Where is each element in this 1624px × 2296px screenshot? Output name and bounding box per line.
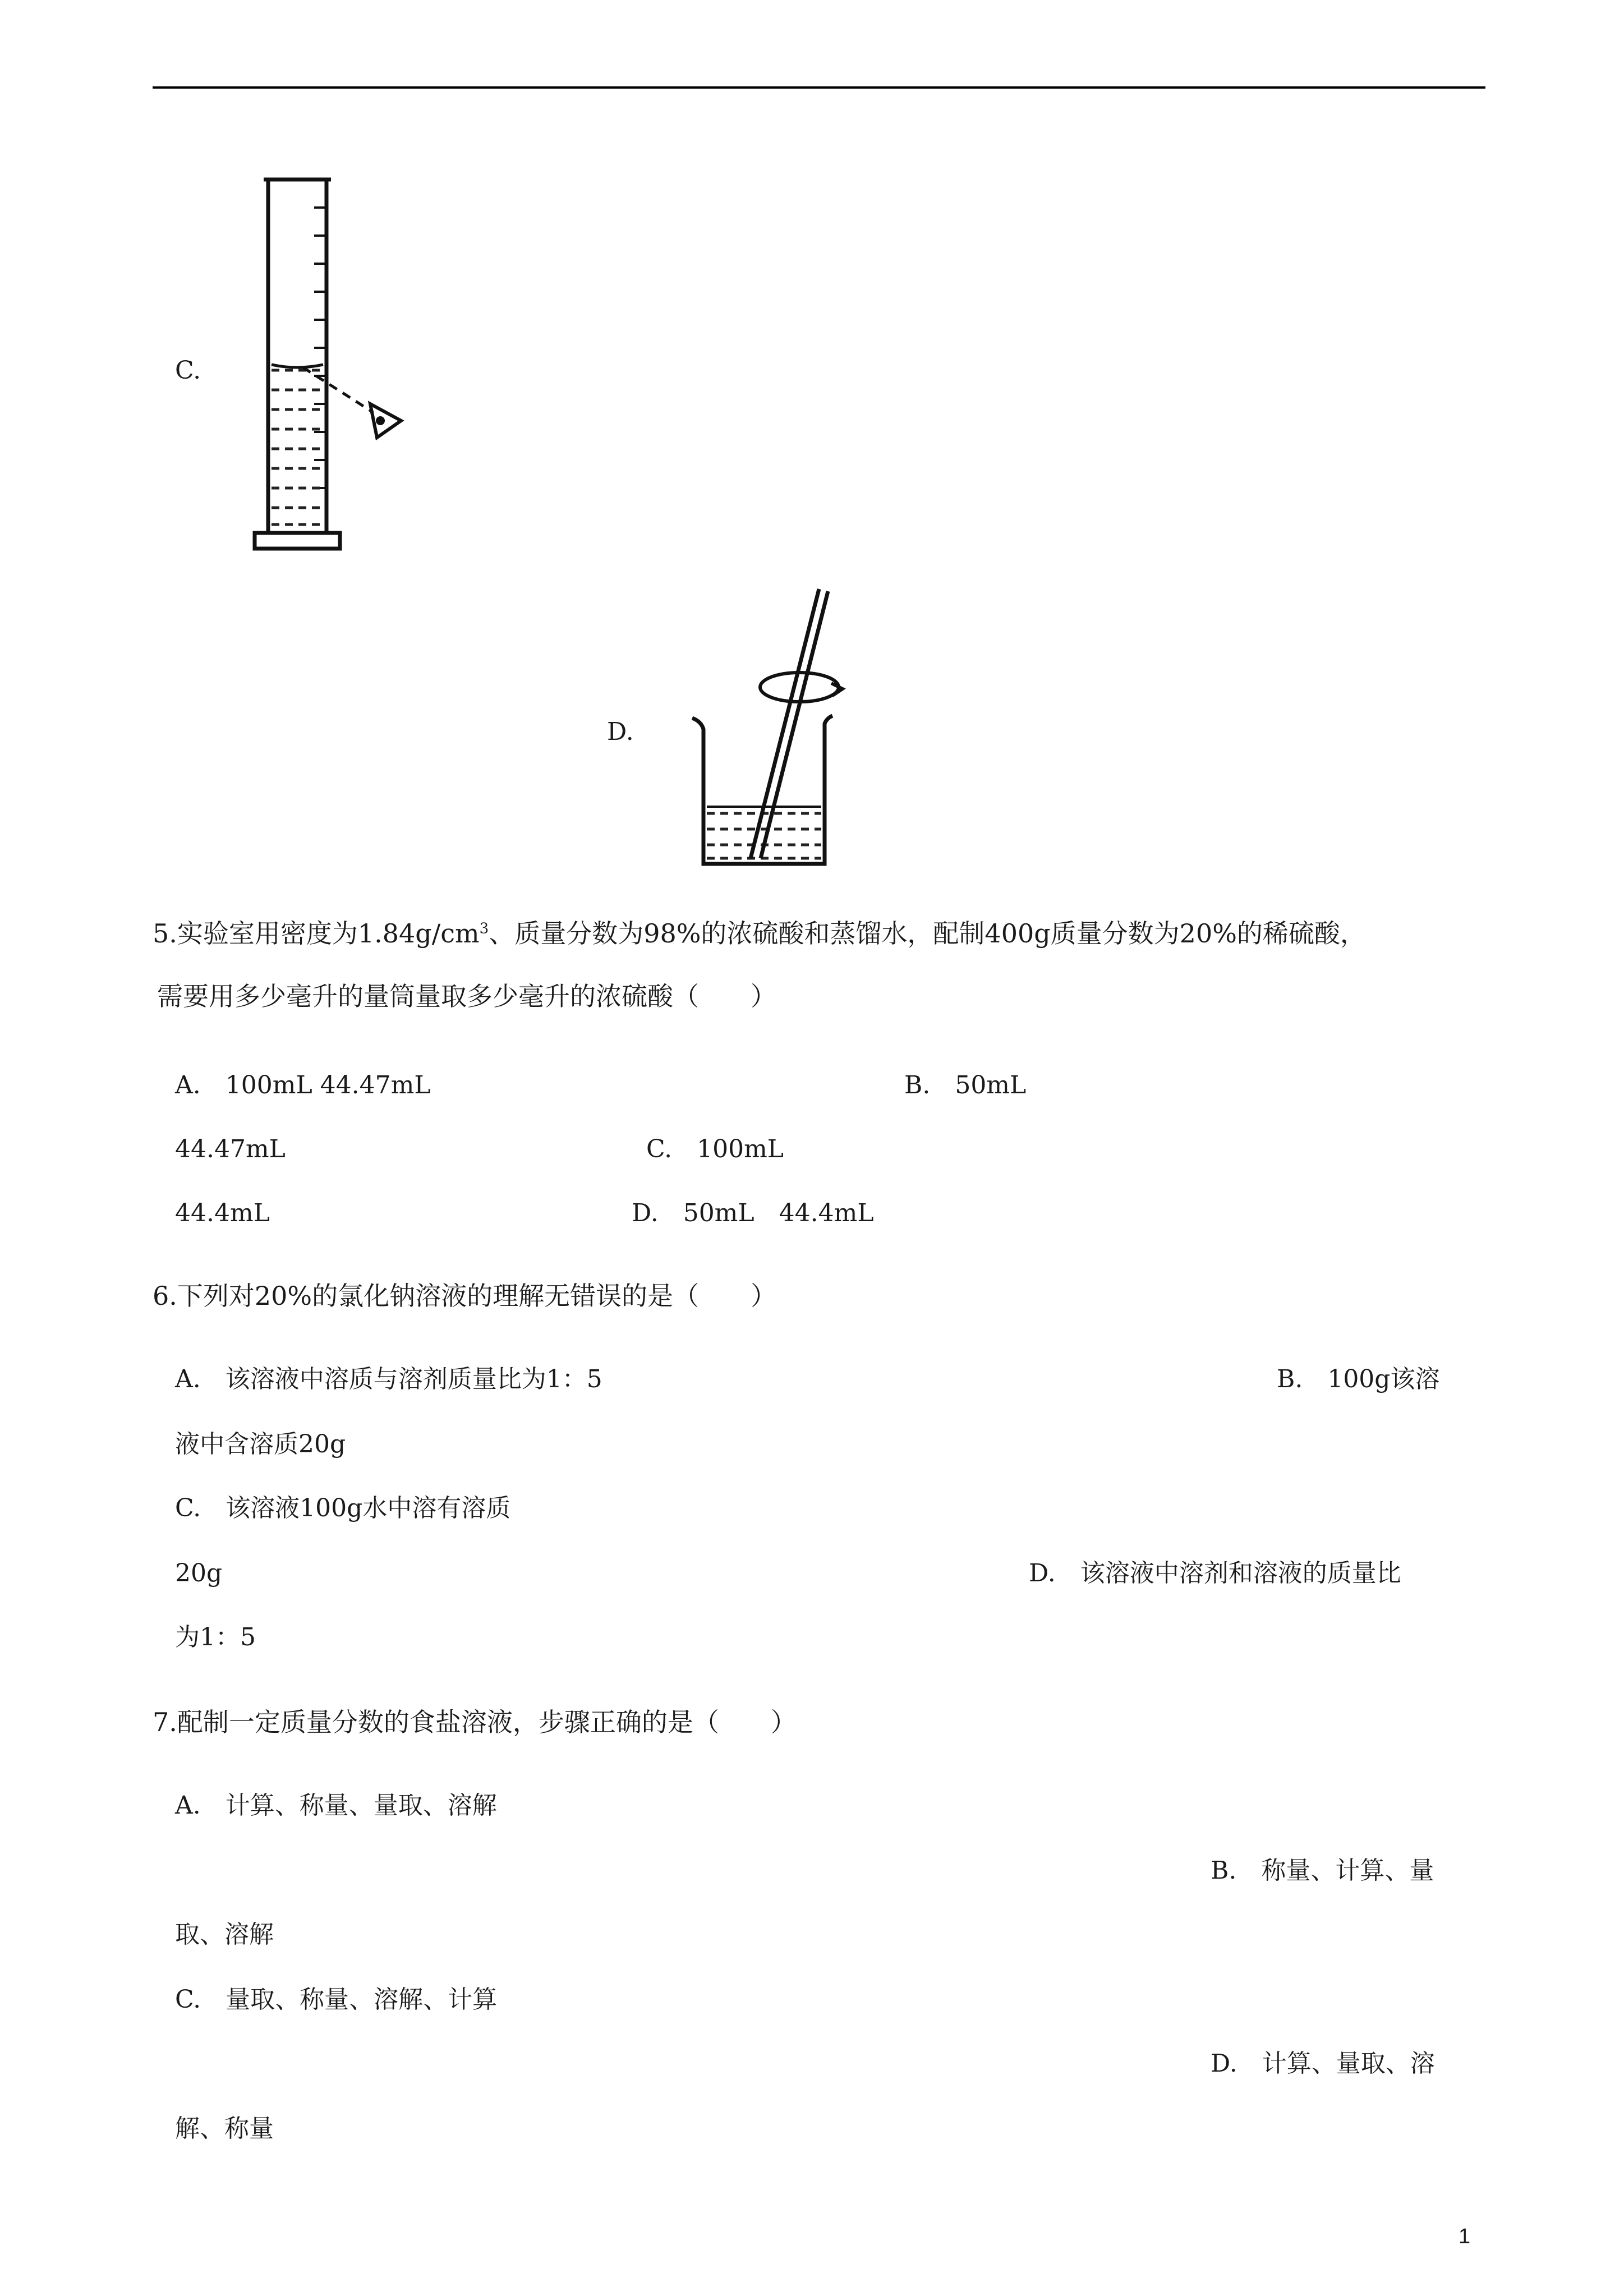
superscript-3: 3 [479, 920, 489, 937]
question-6-option: A. 该溶液中溶质与溶剂质量比为1：5 [175, 1365, 602, 1393]
question-7-option: 解、称量 [175, 2114, 274, 2143]
question-5-option: C. 100mL [646, 1135, 784, 1163]
question-5-option: D. 50mL 44.4mL [632, 1199, 874, 1227]
figure-c-label: C. [175, 356, 201, 385]
question-6-option: 液中含溶质20g [175, 1430, 346, 1458]
question-7-option: B. 称量、计算、量 [1211, 1856, 1434, 1885]
question-6-option: B. 100g该溶 [1277, 1365, 1440, 1393]
question-6-stem: 6.下列对20%的氯化钠溶液的理解无错误的是（ ） [153, 1281, 777, 1311]
question-7-stem: 7.配制一定质量分数的食盐溶液，步骤正确的是（ ） [153, 1707, 797, 1737]
question-5-stem-line1: 5.实验室用密度为$1.84g/cm^3$、质量分数为98%的浓硫酸和蒸馏水，配制400g质量分数为20%的稀硫酸， [153, 918, 1366, 949]
question-5-option: 44.4mL [175, 1199, 270, 1227]
question-7-option: C. 量取、称量、溶解、计算 [175, 1985, 498, 2014]
figure-d-label: D. [607, 717, 634, 746]
beaker-stirring-illustration [684, 583, 864, 875]
question-7-option: 取、溶解 [175, 1920, 274, 1949]
question-6-option: 为1：5 [175, 1623, 256, 1651]
question-6-option: C. 该溶液100g水中溶有溶质 [175, 1494, 511, 1522]
question-6-option: D. 该溶液中溶剂和溶液的质量比 [1029, 1559, 1401, 1588]
question-5-option: A. 100mL 44.47mL [175, 1071, 431, 1099]
question-7-option: D. 计算、量取、溶 [1211, 2049, 1435, 2078]
graduated-cylinder-illustration [247, 174, 426, 578]
question-5-option: 44.47mL [175, 1135, 286, 1163]
question-5-option: B. 50mL [904, 1071, 1027, 1099]
question-6-option: 20g [175, 1559, 223, 1588]
question-7-option: A. 计算、称量、量取、溶解 [175, 1791, 497, 1820]
question-5-stem-line2: 需要用多少毫升的量筒量取多少毫升的浓硫酸（ ） [157, 981, 776, 1011]
header-rule [153, 86, 1485, 89]
page-number: 1 [1459, 2225, 1471, 2248]
